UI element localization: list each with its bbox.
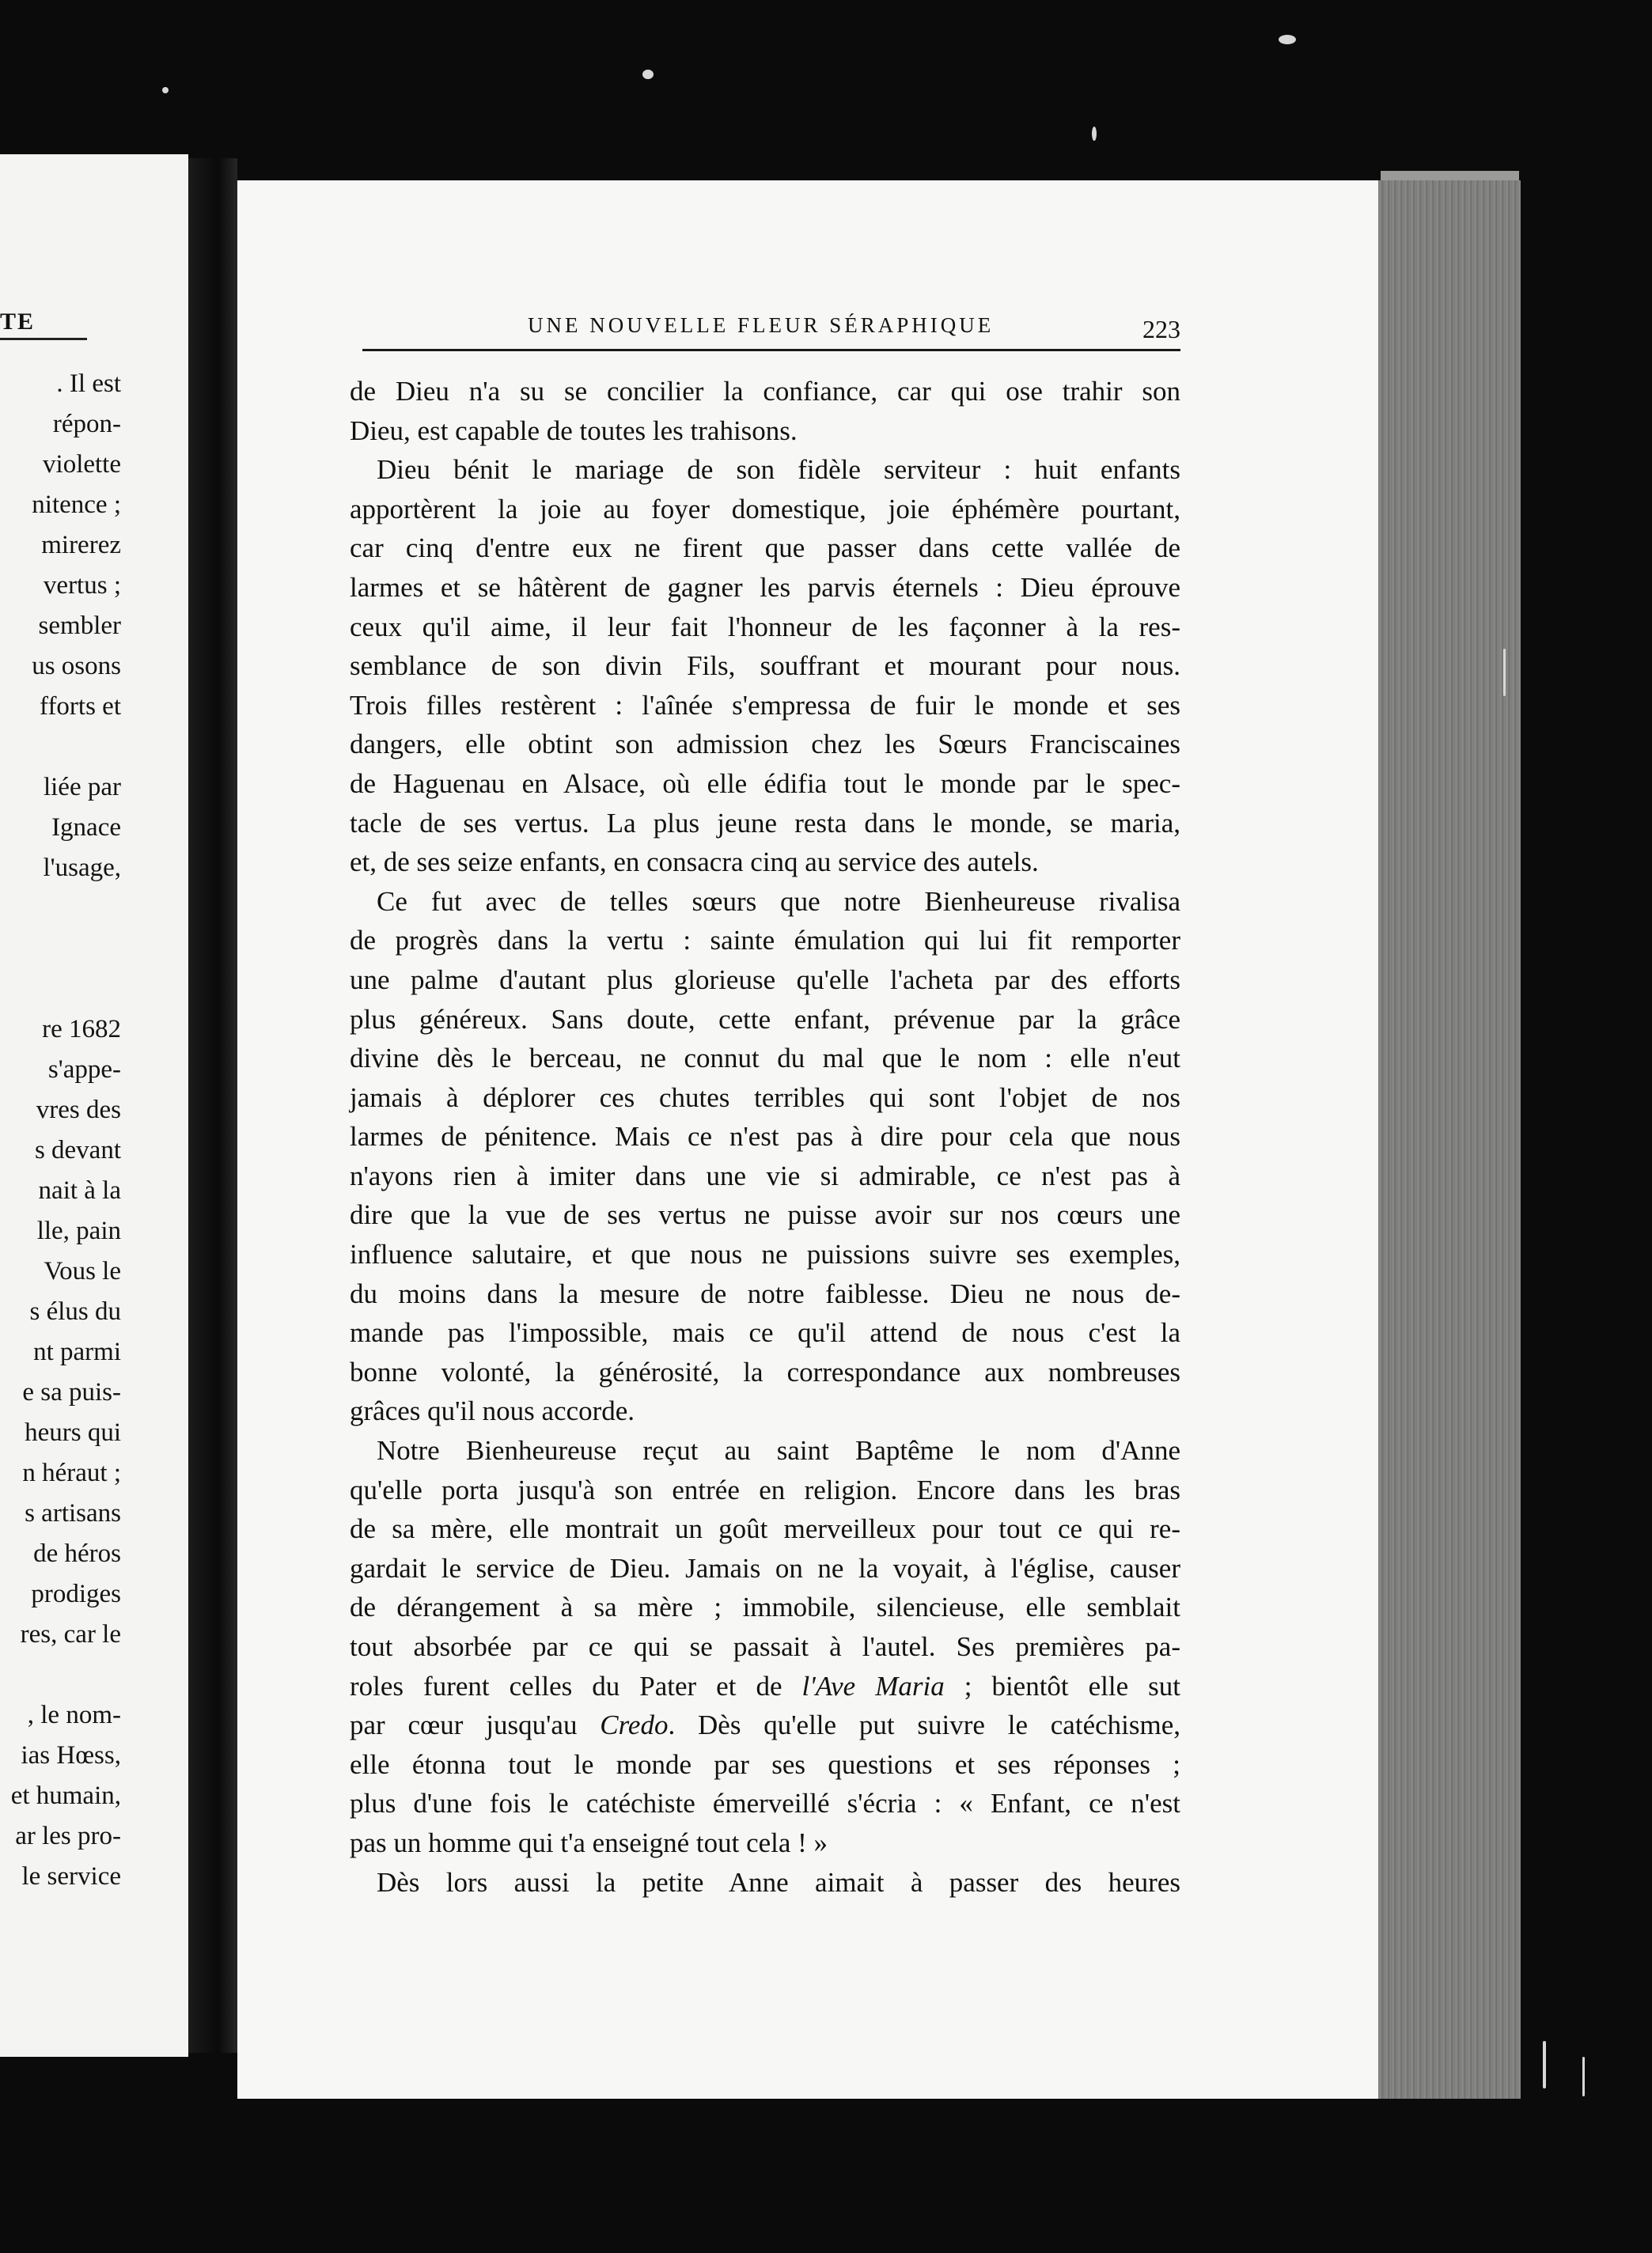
left-text-line: nait à la xyxy=(38,1176,121,1205)
left-text-line xyxy=(0,888,121,929)
left-text-line xyxy=(0,929,121,969)
text-line: n'ayons rien à imiter dans une vie si admirable, ce n'est pas à xyxy=(350,1160,1180,1191)
left-text-line: heurs qui xyxy=(25,1418,121,1447)
left-text-line: violette xyxy=(43,450,121,479)
left-text-line: répon- xyxy=(52,410,121,438)
dust-speck xyxy=(1503,649,1506,696)
text-line: de dérangement à sa mère ; immobile, silencieuse, elle semblait xyxy=(350,1592,1180,1623)
left-text-line: Ignace xyxy=(51,813,121,842)
left-text-line: re 1682 xyxy=(42,1015,121,1043)
text-line: Dieu, est capable de toutes les trahisons. xyxy=(350,415,798,446)
left-text-line: liée par xyxy=(43,773,121,801)
body-text xyxy=(350,372,1180,1902)
text-line: dire que la vue de ses vertus ne puisse avoir sur nos cœurs une xyxy=(350,1199,1180,1231)
left-text-line: res, car le xyxy=(20,1620,121,1649)
left-text-line: s artisans xyxy=(25,1499,121,1528)
header-rule xyxy=(362,349,1180,351)
left-running-title: TE xyxy=(0,309,36,335)
text-line: jamais à déplorer ces chutes terribles qui sont l'objet de nos xyxy=(350,1081,1180,1113)
text-line: Notre Bienheureuse reçut au saint Baptême le nom d'Anne xyxy=(377,1435,1180,1467)
left-text-line: s élus du xyxy=(29,1297,121,1326)
left-text-line: le service xyxy=(21,1862,121,1891)
text-line: car cinq d'entre eux ne firent que passer dans cette vallée de xyxy=(350,532,1180,564)
dust-speck xyxy=(1543,2041,1546,2088)
left-text-line: nitence ; xyxy=(32,490,121,519)
left-text-line: , le nom- xyxy=(27,1701,121,1729)
text-line: une palme d'autant plus glorieuse qu'elle l'acheta par des efforts xyxy=(350,964,1180,995)
text-line: de progrès dans la vertu : sainte émulation qui lui fit remporter xyxy=(350,925,1180,956)
left-text-line: et humain, xyxy=(10,1782,121,1810)
text-line: larmes de pénitence. Mais ce n'est pas à dire pour cela que nous xyxy=(350,1121,1180,1153)
dust-speck xyxy=(1092,127,1097,141)
left-text-line: . Il est xyxy=(56,369,121,398)
text-line: de sa mère, elle montrait un goût merveilleux pour tout ce qui re- xyxy=(350,1513,1180,1545)
left-text-line: n héraut ; xyxy=(22,1459,121,1487)
left-text-line: s'appe- xyxy=(47,1055,121,1084)
left-text-line: ar les pro- xyxy=(15,1822,121,1850)
dust-speck xyxy=(642,70,654,79)
left-text-line: sembler xyxy=(38,612,121,640)
left-text-line xyxy=(0,1655,121,1695)
text-line: Dès lors aussi la petite Anne aimait à passer des heures xyxy=(377,1866,1180,1898)
text-line: divine dès le berceau, ne connut du mal que le nom : elle n'eut xyxy=(350,1043,1180,1074)
text-line: larmes et se hâtèrent de gagner les parvis éternels : Dieu éprouve xyxy=(350,571,1180,603)
left-text-line: vertus ; xyxy=(43,571,121,600)
text-line: tacle de ses vertus. La plus jeune resta dans le monde, se maria, xyxy=(350,807,1180,839)
text-line: bonne volonté, la générosité, la correspondance aux nombreuses xyxy=(350,1356,1180,1388)
text-line: et, de ses seize enfants, en consacra cinq au service des autels. xyxy=(350,846,1039,878)
text-line: par cœur jusqu'au Credo. Dès qu'elle put suivre le catéchisme, xyxy=(350,1710,1180,1741)
book-gutter xyxy=(188,158,237,2053)
left-text-line: Vous le xyxy=(44,1257,121,1286)
text-line: Trois filles restèrent : l'aînée s'empressa de fuir le monde et ses xyxy=(350,689,1180,721)
left-header-rule xyxy=(0,338,87,340)
left-text-line: us osons xyxy=(32,652,121,680)
left-text-line: e sa puis- xyxy=(22,1378,121,1407)
left-text-line: s devant xyxy=(34,1136,121,1164)
text-line: qu'elle porta jusqu'à son entrée en religion. Encore dans les bras xyxy=(350,1474,1180,1505)
text-line: tout absorbée par ce qui se passait à l'autel. Ses premières pa- xyxy=(350,1631,1180,1662)
running-title: UNE NOUVELLE FLEUR SÉRAPHIQUE xyxy=(528,313,995,337)
text-line: influence salutaire, et que nous ne puissions suivre ses exemples, xyxy=(350,1239,1180,1270)
left-text-line: de héros xyxy=(33,1539,121,1568)
text-line: dangers, elle obtint son admission chez les Sœurs Franciscaines xyxy=(350,729,1180,760)
text-line: semblance de son divin Fils, souffrant et mourant pour nous. xyxy=(350,650,1180,682)
text-line: de Dieu n'a su se concilier la confiance, car qui ose trahir son xyxy=(350,376,1180,407)
text-line: gardait le service de Dieu. Jamais on ne la voyait, à l'église, causer xyxy=(350,1552,1180,1584)
running-header xyxy=(358,313,1180,353)
dust-speck xyxy=(1582,2057,1585,2096)
text-line: pas un homme qui t'a enseigné tout cela ! » xyxy=(350,1827,828,1858)
text-line: ceux qu'il aime, il leur fait l'honneur de les façonner à la res- xyxy=(350,611,1180,642)
text-line: Dieu bénit le mariage de son fidèle serviteur : huit enfants xyxy=(377,454,1180,486)
text-line: mande pas l'impossible, mais ce qu'il attend de nous c'est la xyxy=(350,1317,1180,1349)
text-line: plus d'une fois le catéchiste émerveillé s'écria : « Enfant, ce n'est xyxy=(350,1788,1180,1819)
left-text-line xyxy=(0,727,121,767)
text-line: Ce fut avec de telles sœurs que notre Bienheureuse rivalisa xyxy=(377,885,1180,917)
left-text-line: l'usage, xyxy=(43,854,121,882)
page-number: 223 xyxy=(1142,315,1180,343)
left-text-line: vres des xyxy=(36,1096,121,1124)
dust-speck xyxy=(162,87,169,93)
left-text-line: nt parmi xyxy=(33,1338,121,1366)
text-line: plus généreux. Sans doute, cette enfant, prévenue par la grâce xyxy=(350,1003,1180,1035)
left-page-text xyxy=(0,364,121,1897)
left-text-line: fforts et xyxy=(40,692,121,721)
text-line: du moins dans la mesure de notre faiblesse. Dieu ne nous de- xyxy=(350,1278,1180,1309)
left-page xyxy=(0,154,188,2057)
text-line: grâces qu'il nous accorde. xyxy=(350,1395,635,1427)
dust-speck xyxy=(1279,35,1296,44)
left-text-line: lle, pain xyxy=(36,1217,121,1245)
left-text-line: ias Hœss, xyxy=(21,1741,121,1770)
left-text-line xyxy=(0,969,121,1009)
left-text-line: prodiges xyxy=(31,1580,121,1608)
text-line: roles furent celles du Pater et de l'Ave Maria ; bientôt elle sut xyxy=(350,1670,1181,1702)
page-block-edges xyxy=(1378,180,1521,2099)
text-line: de Haguenau en Alsace, où elle édifia tout le monde par le spec- xyxy=(350,767,1180,799)
text-line: elle étonna tout le monde par ses questions et ses réponses ; xyxy=(350,1748,1180,1780)
text-line: apportèrent la joie au foyer domestique, joie éphémère pourtant, xyxy=(350,493,1180,524)
left-text-line: mirerez xyxy=(41,531,121,559)
